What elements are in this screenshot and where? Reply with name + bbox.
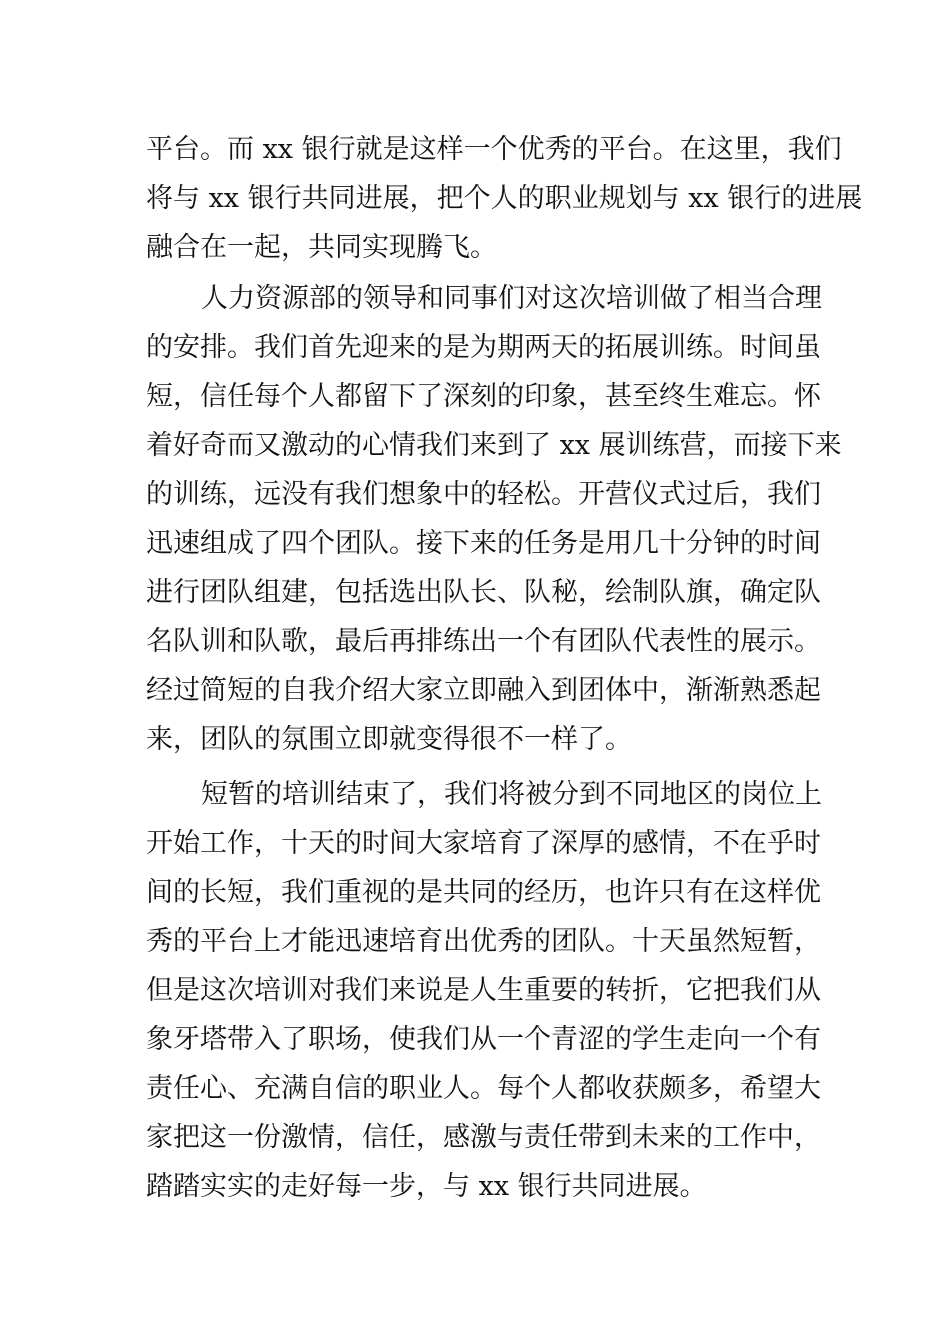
text-line: 进行团队组建，包括选出队长、队秘，绘制队旗，确定队: [146, 577, 821, 608]
text-line: 短，信任每个人都留下了深刻的印象，甚至终生难忘。怀: [146, 381, 821, 412]
text-line: 来，团队的氛围立即就变得很不一样了。: [146, 724, 632, 755]
text-line: 的训练，远没有我们想象中的轻松。开营仪式过后，我们: [146, 479, 821, 510]
text-line: 间的长短，我们重视的是共同的经历，也许只有在这样优: [146, 877, 821, 908]
text-line: 家把这一份激情，信任，感激与责任带到未来的工作中，: [146, 1122, 821, 1153]
text-line: 人力资源部的领导和同事们对这次培训做了相当合理: [201, 283, 822, 314]
text-line: 着好奇而又激动的心情我们来到了 xx 展训练营，而接下来: [146, 430, 842, 461]
text-line: 经过简短的自我介绍大家立即融入到团体中，渐渐熟悉起: [146, 675, 821, 706]
text-line: 开始工作，十天的时间大家培育了深厚的感情，不在乎时: [146, 828, 821, 859]
text-line: 秀的平台上才能迅速培育出优秀的团队。十天虽然短暂，: [146, 926, 821, 957]
text-line: 短暂的培训结束了，我们将被分到不同地区的岗位上: [201, 779, 822, 810]
text-line: 将与 xx 银行共同进展，把个人的职业规划与 xx 银行的进展: [146, 183, 863, 214]
text-line: 融合在一起，共同实现腾飞。: [146, 232, 497, 263]
text-line: 平台。而 xx 银行就是这样一个优秀的平台。在这里，我们: [146, 134, 842, 165]
text-line: 踏踏实实的走好每一步，与 xx 银行共同进展。: [146, 1171, 707, 1202]
text-line: 但是这次培训对我们来说是人生重要的转折，它把我们从: [146, 975, 821, 1006]
text-line: 的安排。我们首先迎来的是为期两天的拓展训练。时间虽: [146, 332, 821, 363]
text-line: 责任心、充满自信的职业人。每个人都收获颇多，希望大: [146, 1073, 821, 1104]
text-line: 迅速组成了四个团队。接下来的任务是用几十分钟的时间: [146, 528, 821, 559]
text-line: 名队训和队歌，最后再排练出一个有团队代表性的展示。: [146, 626, 821, 657]
text-line: 象牙塔带入了职场，使我们从一个青涩的学生走向一个有: [146, 1024, 821, 1055]
